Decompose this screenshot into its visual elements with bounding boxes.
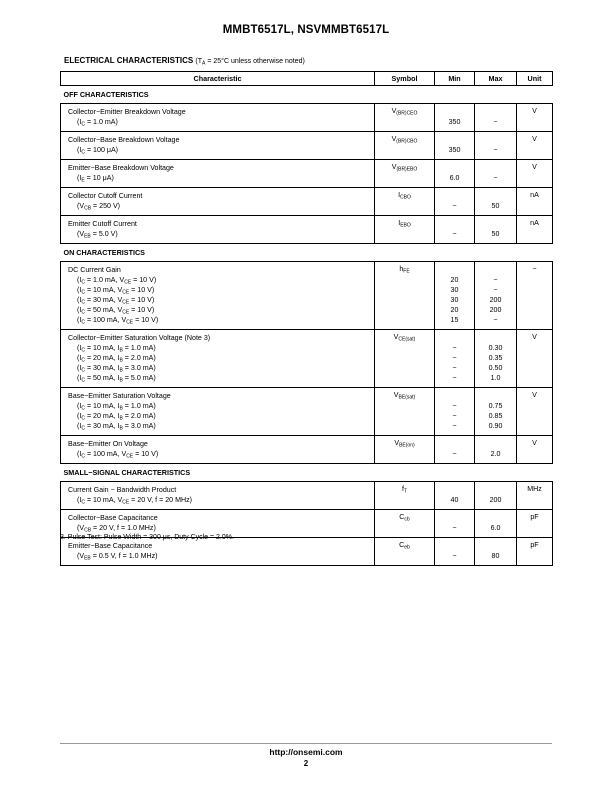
min-value: −: [452, 412, 457, 420]
max-cell: [475, 160, 517, 188]
min-cell: [435, 482, 475, 510]
max-cell: [475, 330, 517, 388]
test-condition: ($V_{CB} = 20$ V, f = 1.0 MHz): [77, 524, 156, 534]
symbol-cell: $I_{CBO}$: [375, 188, 435, 216]
characteristic-cell: [61, 132, 375, 160]
characteristic-cell: [61, 160, 375, 188]
test-condition: ($I_C = 30$ mA, $V_{CE} = 10$ V): [77, 296, 155, 306]
min-cell: [435, 188, 475, 216]
table-row: [61, 104, 553, 132]
test-condition: ($I_C = 50$ mA, $I_B = 5.0$ mA): [77, 374, 156, 384]
characteristic-name: Collector Cutoff Current: [68, 192, 143, 200]
min-value: −: [452, 230, 457, 238]
header-max: Max: [475, 72, 517, 86]
symbol-cell: $V_{BE(sat)}$: [375, 388, 435, 436]
min-cell: [435, 538, 475, 566]
unit-cell: pF: [517, 510, 553, 538]
table-row: [61, 388, 553, 436]
min-cell: [435, 104, 475, 132]
characteristic-name: DC Current Gain: [68, 266, 121, 274]
min-value: −: [452, 374, 457, 382]
characteristic-name: Base−Emitter Saturation Voltage: [68, 392, 171, 400]
max-value: −: [493, 316, 498, 324]
table-row: [61, 216, 553, 244]
section-row: [61, 86, 553, 104]
table-row: [61, 538, 553, 566]
min-cell: [435, 160, 475, 188]
max-value: −: [493, 174, 498, 182]
unit-cell: V: [517, 132, 553, 160]
symbol-cell: $V_{(BR)EBO}$: [375, 160, 435, 188]
test-condition: ($I_C = 1.0$ mA): [77, 118, 118, 128]
max-value: 2.0: [490, 450, 501, 458]
table-body: [61, 86, 553, 566]
characteristic-cell: [61, 436, 375, 464]
table-row: [61, 188, 553, 216]
footer-url: http://onsemi.com: [269, 747, 343, 757]
characteristic-name: Collector−Emitter Saturation Voltage (Note 3): [68, 334, 211, 342]
header-characteristic: Characteristic: [61, 72, 375, 86]
table-row: [61, 330, 553, 388]
min-value: 350: [448, 118, 461, 126]
section-row: [61, 244, 553, 262]
symbol-cell: $V_{BE(on)}$: [375, 436, 435, 464]
max-value: 200: [489, 496, 502, 504]
header-min: Min: [435, 72, 475, 86]
table-row: [61, 132, 553, 160]
max-cell: [475, 510, 517, 538]
max-value: 50: [491, 230, 500, 238]
max-value: 6.0: [490, 524, 501, 532]
test-condition: ($I_C = 10$ mA, $I_B = 1.0$ mA): [77, 344, 156, 354]
section-title: OFF CHARACTERISTICS: [61, 86, 553, 104]
characteristic-cell: [61, 388, 375, 436]
min-value: −: [452, 344, 457, 352]
min-value: −: [452, 354, 457, 362]
min-value: 40: [450, 496, 459, 504]
unit-cell: MHz: [517, 482, 553, 510]
characteristic-name: Emitter−Base Breakdown Voltage: [68, 164, 174, 172]
unit-cell: V: [517, 330, 553, 388]
max-value: −: [493, 276, 498, 284]
max-value: 80: [491, 552, 500, 560]
table-row: [61, 436, 553, 464]
max-value: 0.30: [488, 344, 503, 352]
test-condition: ($I_E = 10$ μA): [77, 174, 114, 184]
test-condition: ($I_C = 50$ mA, $V_{CE} = 10$ V): [77, 306, 155, 316]
table-row: [61, 482, 553, 510]
footnote: 3. Pulse Test: Pulse Width = 300 μs, Duty Cycle = 2.0%.: [60, 534, 234, 541]
min-cell: [435, 216, 475, 244]
max-value: 0.85: [488, 412, 503, 420]
test-condition: ($I_C = 10$ mA, $I_B = 1.0$ mA): [77, 402, 156, 412]
test-condition: ($I_C = 100$ mA, $V_{CE} = 10$ V): [77, 450, 159, 460]
header-unit: Unit: [517, 72, 553, 86]
min-value: −: [452, 524, 457, 532]
characteristic-name: Emitter−Base Capacitance: [68, 542, 153, 550]
unit-cell: pF: [517, 538, 553, 566]
test-condition: ($I_C = 1.0$ mA, $V_{CE} = 10$ V): [77, 276, 157, 286]
characteristic-cell: [61, 262, 375, 330]
electrical-characteristics-table: [60, 71, 553, 566]
characteristic-cell: [61, 104, 375, 132]
characteristic-name: Emitter Cutoff Current: [68, 220, 137, 228]
min-cell: [435, 262, 475, 330]
table-header-row: [61, 72, 553, 86]
unit-cell: nA: [517, 216, 553, 244]
max-value: 1.0: [490, 374, 501, 382]
min-value: 20: [450, 276, 459, 284]
min-cell: [435, 510, 475, 538]
unit-cell: V: [517, 160, 553, 188]
test-condition: ($V_{EB} = 5.0$ V): [77, 230, 118, 240]
characteristic-cell: [61, 216, 375, 244]
characteristic-name: Collector−Emitter Breakdown Voltage: [68, 108, 186, 116]
max-cell: [475, 482, 517, 510]
section-row: [61, 464, 553, 482]
max-value: 0.35: [488, 354, 503, 362]
unit-cell: V: [517, 436, 553, 464]
test-condition: ($I_C = 30$ mA, $I_B = 3.0$ mA): [77, 422, 156, 432]
symbol-cell: $C_{eb}$: [375, 538, 435, 566]
min-cell: [435, 132, 475, 160]
max-cell: [475, 188, 517, 216]
max-value: −: [493, 286, 498, 294]
section-title: SMALL−SIGNAL CHARACTERISTICS: [61, 464, 553, 482]
min-cell: [435, 436, 475, 464]
max-cell: [475, 132, 517, 160]
characteristic-name: Collector−Base Breakdown Voltage: [68, 136, 180, 144]
test-condition: ($I_C = 30$ mA, $I_B = 3.0$ mA): [77, 364, 156, 374]
characteristic-cell: [61, 538, 375, 566]
min-value: 15: [450, 316, 459, 324]
footer-divider: [60, 743, 552, 744]
min-value: 30: [450, 286, 459, 294]
symbol-cell: $f_T$: [375, 482, 435, 510]
characteristic-cell: [61, 188, 375, 216]
header-symbol: Symbol: [375, 72, 435, 86]
table-row: [61, 262, 553, 330]
test-condition: ($V_{CB} = 250$ V): [77, 202, 121, 212]
min-value: 6.0: [449, 174, 460, 182]
max-value: 200: [489, 296, 502, 304]
min-value: 350: [448, 146, 461, 154]
characteristic-name: Base−Emitter On Voltage: [68, 440, 148, 448]
max-cell: [475, 216, 517, 244]
min-value: −: [452, 202, 457, 210]
min-value: −: [452, 402, 457, 410]
test-condition: ($I_C = 100$ μA): [77, 146, 119, 156]
min-value: −: [452, 422, 457, 430]
unit-cell: −: [517, 262, 553, 330]
test-condition: ($I_C = 10$ mA, $V_{CE} = 10$ V): [77, 286, 155, 296]
table-row: [61, 160, 553, 188]
max-cell: [475, 538, 517, 566]
unit-cell: V: [517, 104, 553, 132]
page-number: 2: [303, 759, 309, 768]
max-cell: [475, 436, 517, 464]
test-condition: ($I_C = 20$ mA, $I_B = 2.0$ mA): [77, 354, 156, 364]
symbol-cell: $I_{EBO}$: [375, 216, 435, 244]
max-cell: [475, 104, 517, 132]
max-value: 0.50: [488, 364, 503, 372]
section-title: ON CHARACTERISTICS: [61, 244, 553, 262]
max-value: 50: [491, 202, 500, 210]
symbol-cell: $V_{CE(sat)}$: [375, 330, 435, 388]
max-value: −: [493, 118, 498, 126]
characteristic-name: Current Gain − Bandwidth Product: [68, 486, 177, 494]
symbol-cell: $V_{(BR)CEO}$: [375, 104, 435, 132]
table-title: [64, 56, 305, 65]
symbol-cell: $h_{FE}$: [375, 262, 435, 330]
max-value: −: [493, 146, 498, 154]
max-cell: [475, 388, 517, 436]
min-value: −: [452, 450, 457, 458]
characteristic-cell: [61, 482, 375, 510]
test-condition: ($I_C = 20$ mA, $I_B = 2.0$ mA): [77, 412, 156, 422]
characteristic-name: Collector−Base Capacitance: [68, 514, 158, 522]
max-cell: [475, 262, 517, 330]
max-value: 0.75: [488, 402, 503, 410]
table-condition: ($T_A = 25^\circ C$ unless otherwise noted): [195, 58, 305, 67]
test-condition: ($I_C = 10$ mA, $V_{CE} = 20$ V, f = 20 MHz): [77, 496, 193, 506]
min-value: 20: [450, 306, 459, 314]
symbol-cell: $V_{(BR)CBO}$: [375, 132, 435, 160]
symbol-cell: $C_{cb}$: [375, 510, 435, 538]
max-value: 200: [489, 306, 502, 314]
min-cell: [435, 388, 475, 436]
characteristic-cell: [61, 330, 375, 388]
test-condition: ($I_C = 100$ mA, $V_{CE} = 10$ V): [77, 316, 159, 326]
unit-cell: nA: [517, 188, 553, 216]
test-condition: ($V_{EB} = 0.5$ V, f = 1.0 MHz): [77, 552, 158, 562]
min-cell: [435, 330, 475, 388]
min-value: −: [452, 552, 457, 560]
min-value: −: [452, 364, 457, 372]
page-title: MMBT6517L, NSVMMBT6517L: [222, 24, 390, 36]
table-title-text: ELECTRICAL CHARACTERISTICS: [64, 56, 194, 65]
max-value: 0.90: [488, 422, 503, 430]
min-value: 30: [450, 296, 459, 304]
unit-cell: V: [517, 388, 553, 436]
